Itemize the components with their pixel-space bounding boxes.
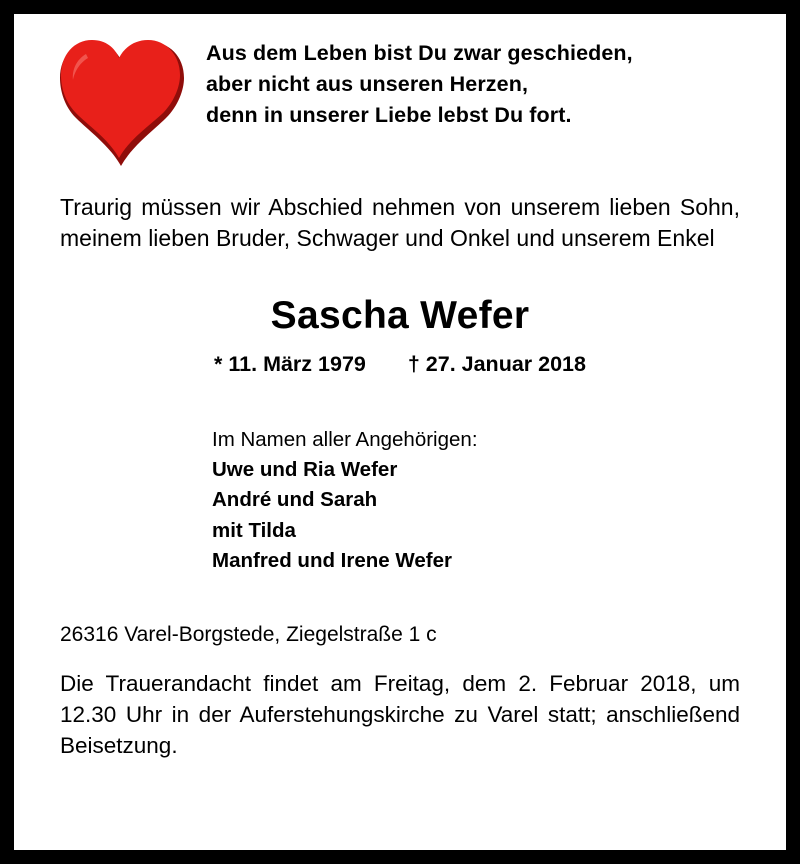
family-member: mit Tilda [212,518,296,542]
verse-text [206,30,633,131]
verse-line-3: denn in unserer Liebe lebst Du fort. [206,102,572,127]
death-symbol: † [407,351,420,376]
deceased-name: Sascha Wefer [270,293,530,337]
family-block [60,425,740,577]
family-member: André und Sarah [212,488,378,512]
verse-block [60,30,740,166]
notice-content [14,14,786,850]
death-date: 27. Januar 2018 [425,351,586,376]
family-lead: Im Namen aller Angehörigen: [212,427,478,451]
verse-line-2: aber nicht aus unseren Herzen, [206,71,529,96]
family-member: Uwe und Ria Wefer [212,457,398,481]
verse-line-1: Aus dem Leben bist Du zwar geschieden, [206,41,633,65]
life-dates [60,352,740,377]
family-member: Manfred und Irene Wefer [212,548,452,572]
intro-paragraph: Traurig müssen wir Abschied nehmen von unserem lieben Sohn, meinem lieben Bruder, Schwager und Onkel und unserem Enkel [60,194,740,251]
birth-date: 11. März 1979 [228,351,366,376]
birth-symbol: * [214,351,223,376]
service-details: Die Trauerandacht findet am Freitag, dem 2. Februar 2018, um 12.30 Uhr in der Auferstehungskirche zu Varel statt; anschließend Beisetzung. [60,670,740,758]
address-line: 26316 Varel-Borgstede, Ziegelstraße 1 c [60,623,437,647]
heart-icon [60,34,184,166]
